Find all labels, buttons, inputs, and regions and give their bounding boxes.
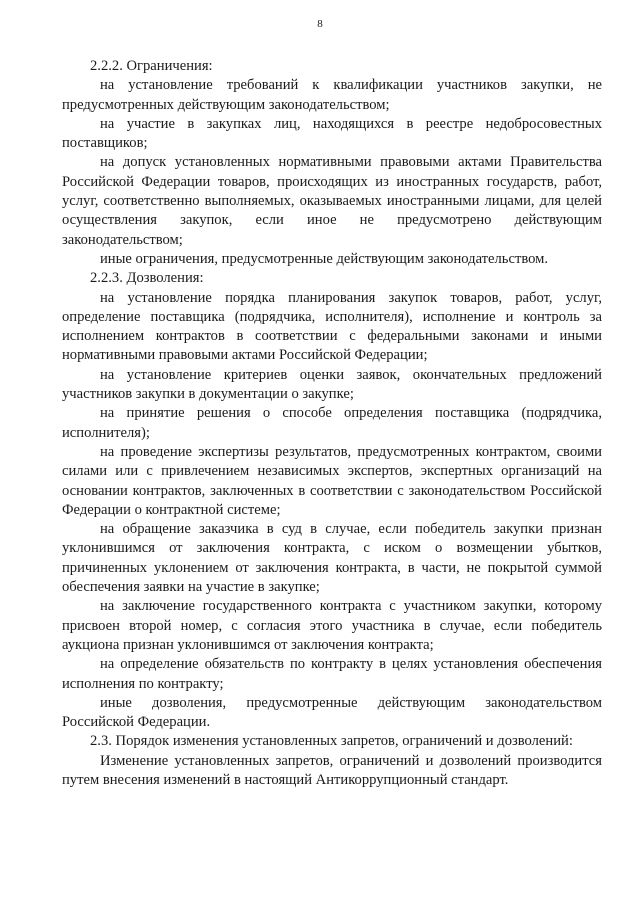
document-body <box>62 57 602 790</box>
paragraph: иные дозволения, предусмотренные действующим законодательством Российской Федерации. <box>62 694 602 731</box>
paragraph: на проведение экспертизы результатов, предусмотренных контрактом, своими силами или с привлечением независимых экспертов, экспертных организаций на основании контрактов, заключенных в соответствии с законодательством Российской Федерации о контрактной системе; <box>62 443 602 518</box>
section-heading-2-3: 2.3. Порядок изменения установленных запретов, ограничений и дозволений: <box>90 733 573 750</box>
paragraph: на участие в закупках лиц, находящихся в реестре недобросовестных поставщиков; <box>62 115 602 152</box>
paragraph: на установление требований к квалификации участников закупки, не предусмотренных действующим законодательством; <box>62 77 602 113</box>
paragraph: на заключение государственного контракта с участником закупки, которому присвоен второй номер, с согласия этого участника в случае, если победитель аукциона признан уклонившимся от заключения контракта; <box>62 598 602 653</box>
paragraph: на установление критериев оценки заявок, окончательных предложений участников закупки в документации о закупке; <box>62 366 602 403</box>
paragraph: на определение обязательств по контракту в целях установления обеспечения исполнения по контракту; <box>62 656 602 692</box>
paragraph: на допуск установленных нормативными правовыми актами Правительства Российской Федерации товаров, происходящих из иностранных государств, работ, услуг, соответственно выполняемых, оказываемых иностранными лицами, для целей осуществления закупок, если иное не предусмотрено действующим законодательством; <box>62 154 602 248</box>
page-number: 8 <box>317 18 323 30</box>
paragraph: Изменение установленных запретов, ограничений и дозволений производится путем внесения изменений в настоящий Антикоррупционный стандарт. <box>62 752 602 788</box>
paragraph: иные ограничения, предусмотренные действующим законодательством. <box>100 250 549 267</box>
paragraph: на установление порядка планирования закупок товаров, работ, услуг, определение поставщика (подрядчика, исполнителя), исполнение и контроль за исполнением контрактов в соответствии с федеральными законами и иными нормативными правовыми актами Российской Федерации; <box>62 289 602 364</box>
paragraph: на обращение заказчика в суд в случае, если победитель закупки признан уклонившимся от заключения контракта, с иском о возмещении убытков, причиненных уклонением от заключения контракта, в части, не покрытой суммой обеспечения заявки на участие в закупке; <box>62 521 602 596</box>
section-heading-2-2-3: 2.2.3. Дозволения: <box>90 270 204 287</box>
paragraph: на принятие решения о способе определения поставщика (подрядчика, исполнителя); <box>62 405 602 441</box>
section-heading-2-2-2: 2.2.2. Ограничения: <box>90 58 213 74</box>
